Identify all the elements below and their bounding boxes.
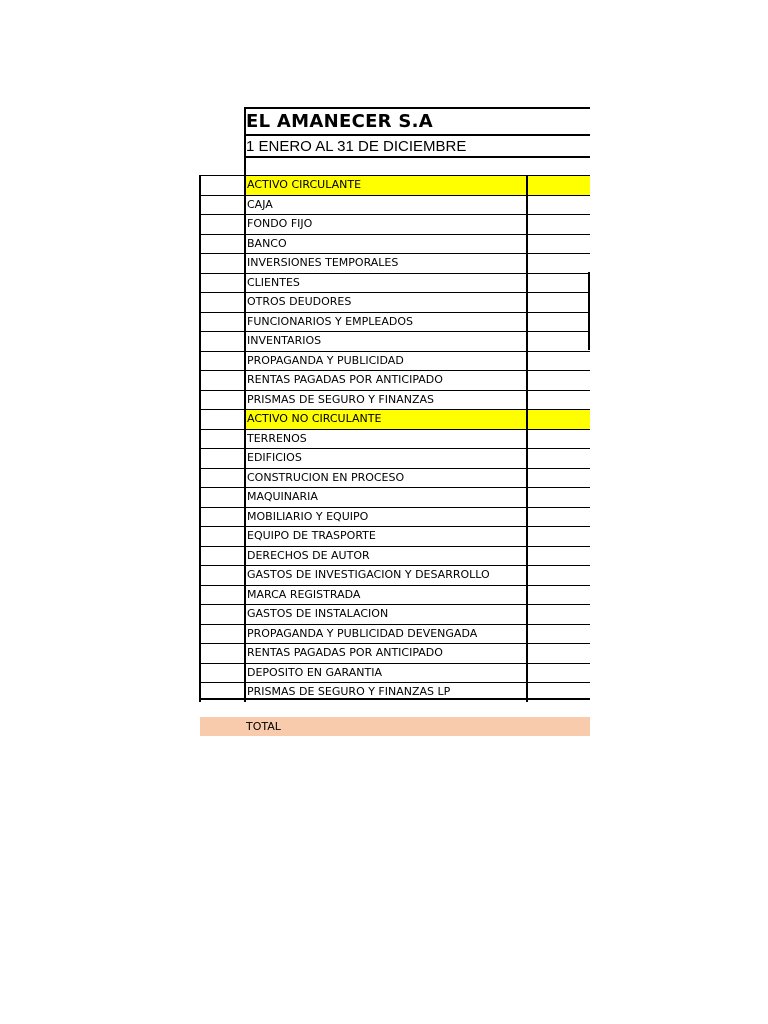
row-index-cell[interactable] xyxy=(199,507,244,527)
total-label: TOTAL xyxy=(246,720,281,733)
account-label-cell[interactable]: PRISMAS DE SEGURO Y FINANZAS xyxy=(244,390,526,410)
account-label-cell[interactable]: INVENTARIOS xyxy=(244,331,526,351)
account-label-cell[interactable]: GASTOS DE INVESTIGACION Y DESARROLLO xyxy=(244,565,526,585)
account-label-cell[interactable]: FUNCIONARIOS Y EMPLEADOS xyxy=(244,312,526,332)
row-index-cell[interactable] xyxy=(199,604,244,624)
amount-cell[interactable] xyxy=(526,487,590,507)
account-label-cell[interactable]: DEPOSITO EN GARANTIA xyxy=(244,663,526,683)
account-label-cell[interactable]: RENTAS PAGADAS POR ANTICIPADO xyxy=(244,643,526,663)
account-label-cell[interactable]: INVERSIONES TEMPORALES xyxy=(244,253,526,273)
table-row xyxy=(199,663,590,683)
period-subtitle: 1 ENERO AL 31 DE DICIEMBRE xyxy=(246,138,467,155)
amount-cell[interactable] xyxy=(526,624,590,644)
amount-cell[interactable] xyxy=(526,292,590,312)
amount-cell[interactable] xyxy=(526,253,590,273)
account-label-cell[interactable]: MARCA REGISTRADA xyxy=(244,585,526,605)
amount-cell[interactable] xyxy=(526,214,590,234)
row-index-cell[interactable] xyxy=(199,292,244,312)
amount-cell[interactable] xyxy=(526,663,590,683)
amount-cell[interactable] xyxy=(526,331,590,351)
amount-cell[interactable] xyxy=(526,175,590,195)
account-label-cell[interactable]: RENTAS PAGADAS POR ANTICIPADO xyxy=(244,370,526,390)
table-row xyxy=(199,448,590,468)
account-label-cell[interactable]: ACTIVO NO CIRCULANTE xyxy=(244,409,526,429)
table-row xyxy=(199,390,590,410)
amount-cell[interactable] xyxy=(526,507,590,527)
table-row xyxy=(199,585,590,605)
amount-cell[interactable] xyxy=(526,448,590,468)
account-label-cell[interactable]: PROPAGANDA Y PUBLICIDAD xyxy=(244,351,526,371)
row-index-cell[interactable] xyxy=(199,429,244,449)
account-label-cell[interactable]: MOBILIARIO Y EQUIPO xyxy=(244,507,526,527)
row-index-cell[interactable] xyxy=(199,409,244,429)
table-row xyxy=(199,234,590,254)
account-label-cell[interactable]: DERECHOS DE AUTOR xyxy=(244,546,526,566)
table-row xyxy=(199,546,590,566)
subtitle-divider xyxy=(244,156,590,158)
table-row xyxy=(199,526,590,546)
row-index-cell[interactable] xyxy=(199,331,244,351)
company-title: EL AMANECER S.A xyxy=(246,111,434,132)
row-index-cell[interactable] xyxy=(199,195,244,215)
amount-cell[interactable] xyxy=(526,409,590,429)
amount-cell[interactable] xyxy=(526,370,590,390)
account-label-cell[interactable]: EDIFICIOS xyxy=(244,448,526,468)
row-index-cell[interactable] xyxy=(199,526,244,546)
account-label-cell[interactable]: MAQUINARIA xyxy=(244,487,526,507)
amount-cell[interactable] xyxy=(526,585,590,605)
table-row xyxy=(199,253,590,273)
row-index-cell[interactable] xyxy=(199,370,244,390)
amount-cell[interactable] xyxy=(526,273,590,293)
table-row xyxy=(199,487,590,507)
account-label-cell[interactable]: EQUIPO DE TRASPORTE xyxy=(244,526,526,546)
account-label-cell[interactable]: CONSTRUCION EN PROCESO xyxy=(244,468,526,488)
section-header-row xyxy=(199,409,590,429)
amount-cell[interactable] xyxy=(526,390,590,410)
section-header-row xyxy=(199,175,590,195)
table-row xyxy=(199,643,590,663)
account-label-cell[interactable]: GASTOS DE INSTALACION xyxy=(244,604,526,624)
table-row xyxy=(199,292,590,312)
row-index-cell[interactable] xyxy=(199,390,244,410)
row-index-cell[interactable] xyxy=(199,487,244,507)
row-index-cell[interactable] xyxy=(199,234,244,254)
row-index-cell[interactable] xyxy=(199,585,244,605)
amount-cell[interactable] xyxy=(526,312,590,332)
amount-cell[interactable] xyxy=(526,526,590,546)
amount-cell[interactable] xyxy=(526,429,590,449)
table-row xyxy=(199,468,590,488)
amount-cell[interactable] xyxy=(526,604,590,624)
table-row xyxy=(199,370,590,390)
account-label-cell[interactable]: CLIENTES xyxy=(244,273,526,293)
table-row xyxy=(199,507,590,527)
table-row xyxy=(199,604,590,624)
row-index-cell[interactable] xyxy=(199,448,244,468)
row-index-cell[interactable] xyxy=(199,351,244,371)
amount-cell[interactable] xyxy=(526,546,590,566)
amount-cell[interactable] xyxy=(526,195,590,215)
account-label-cell[interactable]: PROPAGANDA Y PUBLICIDAD DEVENGADA xyxy=(244,624,526,644)
row-index-cell[interactable] xyxy=(199,214,244,234)
table-row xyxy=(199,624,590,644)
amount-cell[interactable] xyxy=(526,468,590,488)
account-label-cell[interactable]: OTROS DEUDORES xyxy=(244,292,526,312)
row-index-cell[interactable] xyxy=(199,663,244,683)
table-row xyxy=(199,331,590,351)
table-row xyxy=(199,312,590,332)
table-row xyxy=(199,214,590,234)
account-label-cell[interactable]: TERRENOS xyxy=(244,429,526,449)
amount-cell[interactable] xyxy=(526,565,590,585)
table-bottom-border xyxy=(199,698,590,700)
table-row xyxy=(199,429,590,449)
account-label-cell[interactable]: CAJA xyxy=(244,195,526,215)
amount-cell[interactable] xyxy=(526,234,590,254)
table-row xyxy=(199,195,590,215)
account-label-cell[interactable]: ACTIVO CIRCULANTE xyxy=(244,175,526,195)
table-right-border xyxy=(588,272,590,350)
row-index-cell[interactable] xyxy=(199,565,244,585)
row-index-cell[interactable] xyxy=(199,546,244,566)
row-index-cell[interactable] xyxy=(199,312,244,332)
title-divider xyxy=(244,134,590,136)
table-row xyxy=(199,273,590,293)
amount-cell[interactable] xyxy=(526,351,590,371)
table-row xyxy=(199,565,590,585)
row-index-cell[interactable] xyxy=(199,253,244,273)
row-index-cell[interactable] xyxy=(199,643,244,663)
row-index-cell[interactable] xyxy=(199,468,244,488)
account-label-cell[interactable]: FONDO FIJO xyxy=(244,214,526,234)
amount-cell[interactable] xyxy=(526,643,590,663)
row-index-cell[interactable] xyxy=(199,175,244,195)
account-label-cell[interactable]: PRISMAS DE SEGURO Y FINANZAS LP xyxy=(244,682,526,702)
table-row xyxy=(199,351,590,371)
row-index-cell[interactable] xyxy=(199,624,244,644)
row-index-cell[interactable] xyxy=(199,273,244,293)
account-label-cell[interactable]: BANCO xyxy=(244,234,526,254)
